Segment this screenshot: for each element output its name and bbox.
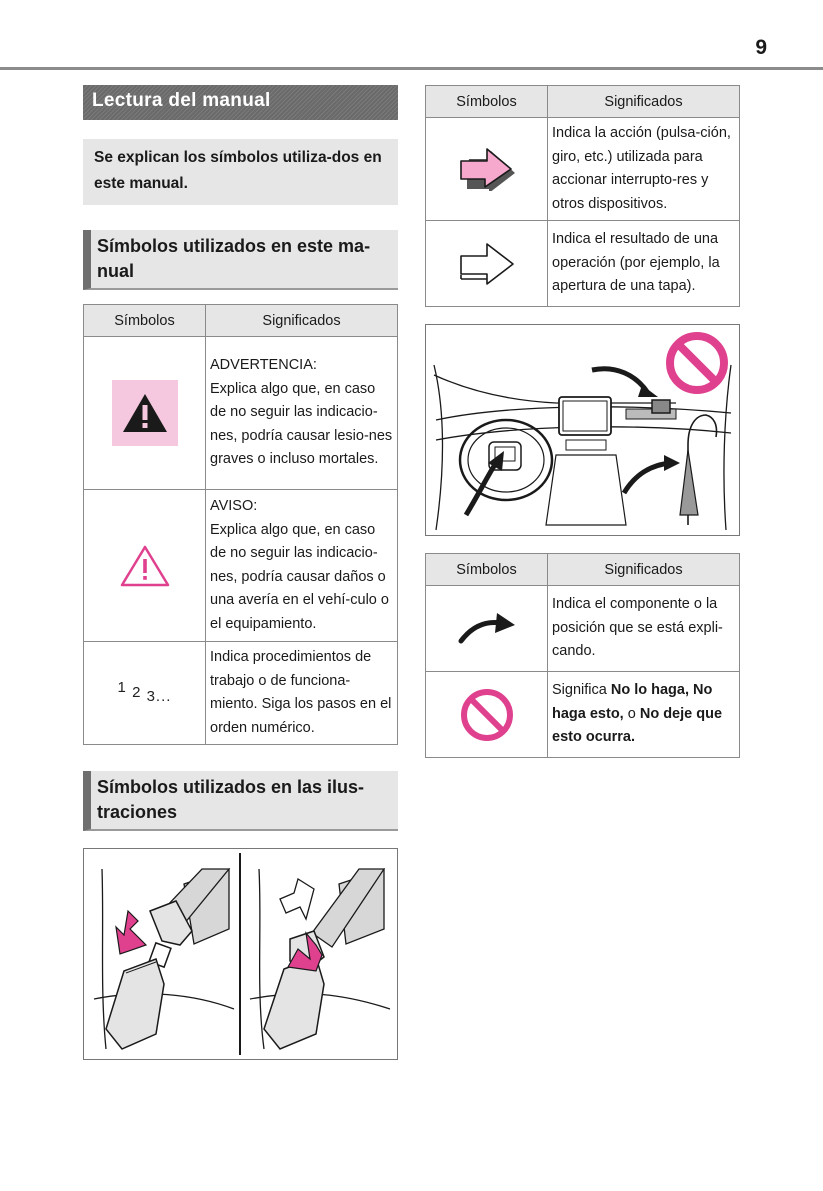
right-column — [425, 85, 740, 758]
column-header-symbols: Símbolos — [426, 86, 548, 118]
dashboard-illustration — [425, 324, 740, 536]
intro-box: Se explican los símbolos utiliza-dos en este manual. — [83, 139, 398, 205]
table-header-row — [426, 554, 740, 586]
manual-symbols-table — [83, 304, 398, 745]
symbol-cell — [84, 490, 206, 642]
table-row — [426, 586, 740, 672]
seatbelt-illustration — [83, 848, 398, 1060]
section-title: Lectura del manual — [83, 85, 398, 120]
table-row — [426, 118, 740, 221]
header-rule — [0, 67, 823, 70]
subsection-title-manual-symbols: Símbolos utilizados en este ma-nual — [83, 230, 398, 290]
column-header-meanings: Significados — [548, 554, 740, 586]
meaning-cell: Indica el resultado de una operación (por ejemplo, la apertura de una tapa). — [548, 221, 740, 307]
meaning-cell: Indica el componente o la posición que se está expli-cando. — [548, 586, 740, 672]
table-row — [84, 337, 398, 490]
symbol-cell — [84, 337, 206, 490]
column-header-symbols: Símbolos — [426, 554, 548, 586]
outline-result-arrow-icon — [457, 242, 517, 286]
table-row — [426, 221, 740, 307]
warning-text: Explica algo que, en caso de no seguir las indicacio-nes, podría causar lesio-nes graves o incluso mortales. — [210, 380, 393, 468]
table-header-row — [84, 305, 398, 337]
symbol-cell — [426, 586, 548, 672]
table-header-row — [426, 86, 740, 118]
warning-triangle-filled-icon — [112, 380, 178, 446]
symbol-cell — [84, 642, 206, 745]
meaning-cell: Significa No lo haga, No haga esto, o No deje que esto ocurra. — [548, 672, 740, 758]
meaning-cell: Indica la acción (pulsa-ción, giro, etc.) utilizada para accionar interrupto-res y otros dispositivos. — [548, 118, 740, 221]
table-row — [84, 642, 398, 745]
black-pointer-arrow-icon — [455, 611, 519, 647]
caution-text: Explica algo que, en caso de no seguir las indicacio-nes, podría causar daños o una avería en el vehí-culo o el equipamiento. — [210, 521, 389, 632]
subsection-title-illustration-symbols: Símbolos utilizados en las ilus-traciones — [83, 771, 398, 831]
symbol-cell — [426, 221, 548, 307]
meaning-cell — [206, 337, 398, 490]
column-header-meanings: Significados — [548, 86, 740, 118]
numbered-steps-icon: 1 2 3... — [117, 678, 172, 705]
left-column — [83, 85, 398, 1060]
meaning-cell — [206, 490, 398, 642]
table-row — [426, 672, 740, 758]
warning-title: ADVERTENCIA: — [210, 357, 317, 374]
column-header-symbols: Símbolos — [84, 305, 206, 337]
meaning-cell: Indica procedimientos de trabajo o de funciona-miento. Siga los pasos en el orden numérico. — [206, 642, 398, 745]
table-row — [84, 490, 398, 642]
page-number: 9 — [755, 36, 767, 59]
symbol-cell — [426, 672, 548, 758]
pink-action-arrow-icon — [457, 147, 517, 191]
illustration-symbols-table — [425, 553, 740, 758]
symbol-cell — [426, 118, 548, 221]
action-symbols-table — [425, 85, 740, 307]
column-header-meanings: Significados — [206, 305, 398, 337]
caution-title: AVISO: — [210, 498, 258, 514]
prohibited-icon — [459, 687, 515, 743]
caution-triangle-outline-icon — [118, 542, 172, 590]
